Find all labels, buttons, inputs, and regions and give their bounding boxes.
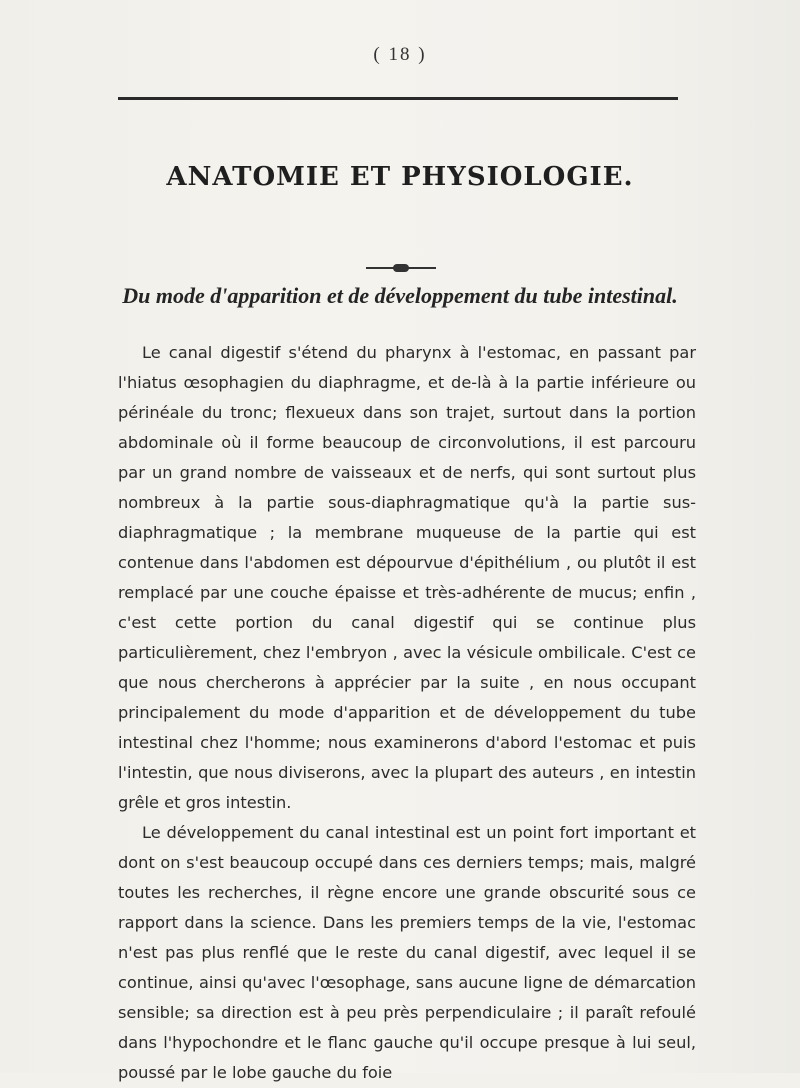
body-text (118, 338, 696, 1088)
page-number: ( 18 ) (373, 44, 427, 65)
section-title: ANATOMIE ET PHYSIOLOGIE. (166, 162, 634, 192)
ornament-divider (366, 264, 436, 272)
ornament-knot (393, 264, 409, 272)
header-rule (118, 97, 678, 100)
paragraph: Le canal digestif s'étend du pharynx à l'estomac, en passant par l'hiatus œsophagien du diaphragme, et de-là à la partie inférieure ou périnéale du tronc; flexueux dans son trajet, surtout dans la portion abdominale où il forme beaucoup de circonvolutions, il est parcouru par un grand nombre de vaisseaux et de nerfs, qui sont surtout plus nombreux à la partie sous-diaphragmatique qu'à la partie sus-diaphragmatique ; la membrane muqueuse de la partie qui est contenue dans l'abdomen est dépourvue d'épithélium , ou plutôt il est remplacé par une couche épaisse et très-adhérente de mucus; enfin , c'est cette portion du canal digestif qui se continue plus particulièrement, chez l'embryon , avec la vésicule ombilicale. C'est ce que nous chercherons à apprécier par la suite , en nous occupant principalement du mode d'apparition et de développement du tube intestinal chez l'homme; nous examinerons d'abord l'estomac et puis l'intestin, que nous diviserons, avec la plupart des auteurs , en intestin grêle et gros intestin. (118, 343, 696, 812)
section-subtitle: Du mode d'apparition et de développement du tube intestinal. (122, 283, 678, 308)
paragraph: Le développement du canal intestinal est un point fort important et dont on s'est beaucoup occupé dans ces derniers temps; mais, malgré toutes les recherches, il règne encore une grande obscurité sous ce rapport dans la science. Dans les premiers temps de la vie, l'estomac n'est pas plus renflé que le reste du canal digestif, avec lequel il se continue, ainsi qu'avec l'œsophage, sans aucune ligne de démarcation sensible; sa direction est à peu près perpendiculaire ; il paraît refoulé dans l'hypochondre et le flanc gauche qu'il occupe presque à lui seul, poussé par le lobe gauche du foie (118, 823, 696, 1082)
